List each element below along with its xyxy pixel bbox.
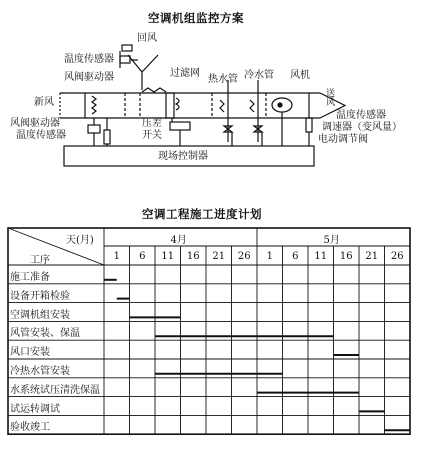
day-tick: 1: [113, 251, 120, 262]
task-label: 验收竣工: [10, 422, 50, 434]
label-temp-sensor-left: 温度传感器: [16, 130, 66, 141]
day-tick: 26: [390, 251, 404, 262]
header-process-label: 工序: [30, 255, 50, 266]
day-tick: 6: [292, 251, 299, 262]
month-label: 4月: [170, 235, 187, 246]
day-tick: 16: [186, 251, 200, 262]
label-return-air: 回风: [137, 33, 157, 44]
task-label: 空调机组安装: [10, 309, 70, 321]
day-tick: 21: [365, 251, 379, 262]
label-pressure-switch-1: 压差: [142, 118, 162, 129]
task-label: 施工准备: [10, 272, 50, 283]
day-tick: 26: [237, 251, 251, 262]
task-label: 冷热水管安装: [10, 366, 70, 377]
task-label: 设备开箱检验: [10, 290, 70, 302]
label-speed-controller: 调速器（变风量）: [322, 122, 402, 133]
label-fan: 风机: [290, 70, 310, 81]
day-tick: 21: [212, 251, 226, 262]
task-label: 风口安装: [10, 347, 50, 359]
label-damper-driver-top: 风阀驱动器: [64, 72, 114, 83]
day-tick: 16: [339, 251, 353, 262]
label-temp-sensor-right: 温度传感器: [336, 110, 386, 121]
label-cold-pipe: 冷水管: [244, 70, 274, 81]
day-tick: 11: [314, 251, 328, 262]
label-hot-pipe: 热水管: [208, 74, 238, 85]
label-pressure-switch-2: 开关: [142, 130, 162, 141]
day-tick: 6: [139, 251, 146, 262]
label-filter: 过滤网: [170, 68, 200, 79]
day-tick: 11: [161, 251, 175, 262]
label-electric-valve: 电动调节阀: [318, 134, 368, 145]
month-label: 5月: [323, 235, 340, 246]
task-label: 风管安装、保温: [10, 328, 80, 340]
task-label: 水系统试压清洗保温: [10, 384, 100, 396]
label-damper-driver-left: 风阀驱动器: [10, 118, 60, 129]
label-field-controller: 现场控制器: [158, 151, 208, 162]
label-fresh-air: 新风: [34, 97, 54, 108]
header-days-label: 天(月): [66, 235, 94, 246]
day-tick: 1: [266, 251, 273, 262]
task-label: 试运转调试: [10, 403, 60, 415]
label-supply-air: 送风: [324, 88, 334, 106]
diagram-title: 空调机组监控方案: [148, 11, 244, 25]
schedule-title: 空调工程施工进度计划: [142, 207, 262, 221]
label-temp-sensor-top: 温度传感器: [64, 54, 114, 65]
